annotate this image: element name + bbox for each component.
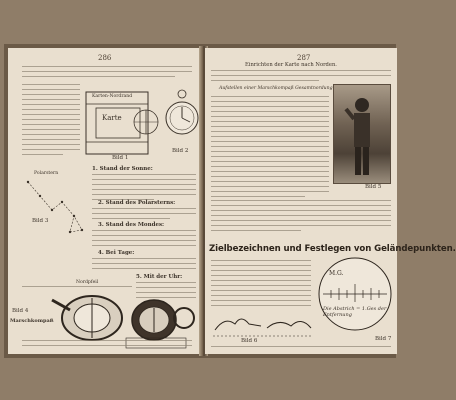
fig-label-2: Bild 2 (172, 148, 189, 154)
fig-label-7: Bild 7 (375, 336, 392, 342)
right-intro-text (211, 70, 391, 85)
reticle-caption: Die Abstrich = 1.Ges der Entfernung (323, 306, 387, 318)
fig-label-1: Bild 1 (112, 155, 129, 161)
left-column-text (22, 84, 80, 159)
polarstar-label: Polarstern (34, 171, 59, 176)
fig-label-5: Bild 5 (365, 184, 382, 190)
item-polarstar-text (92, 208, 196, 223)
star-constellation-diagram (22, 174, 92, 238)
main-heading: Zielbezeichnen und Festlegen von Geländepunkten. (209, 244, 456, 254)
soldier-silhouette (334, 85, 390, 183)
right-mid-text (211, 200, 391, 235)
item-day: 4. Bei Tage: (98, 250, 135, 256)
soldier-photo (333, 84, 391, 184)
item-sun: 1. Stand der Sonne: (92, 166, 153, 172)
page-number-right: 287 (297, 54, 311, 62)
right-top-heading: Einrichten der Karte nach Norden. (245, 62, 337, 68)
right-page (205, 48, 456, 354)
right-lower-text (211, 260, 311, 310)
hand-sighting-diagram (211, 310, 315, 340)
map-box-center-label: Karte (102, 114, 122, 122)
page-number-left: 286 (98, 54, 112, 62)
item-watch: 5. Mit der Uhr: (136, 274, 183, 280)
left-top-text (22, 66, 192, 81)
map-box-title: Karten-Nordrand (92, 94, 133, 99)
item-moon: 3. Stand des Mondes: (98, 222, 165, 228)
cross-ref-label: Nordpfeil (76, 280, 99, 285)
fig-label-6: Bild 6 (241, 338, 258, 344)
compass-label: Marschkompaß (10, 318, 54, 324)
fig-label-4: Bild 4 (12, 308, 29, 314)
right-column-text (211, 96, 329, 201)
range-reticle-diagram (315, 256, 395, 334)
right-bottom-text (211, 346, 391, 351)
pocket-watch-icon (164, 86, 200, 144)
item-moon-text (92, 230, 196, 250)
item-day-text (92, 258, 196, 273)
fig-label-3: Bild 3 (32, 218, 49, 224)
section-header: Aufstellen einer Marschkompaß Gesamtnordung (219, 86, 333, 91)
item-polarstar: 2. Stand des Polarsterns: (98, 200, 176, 206)
left-bottom-text (22, 340, 192, 350)
reticle-mark: M.G. (329, 270, 344, 277)
left-page (8, 48, 202, 354)
